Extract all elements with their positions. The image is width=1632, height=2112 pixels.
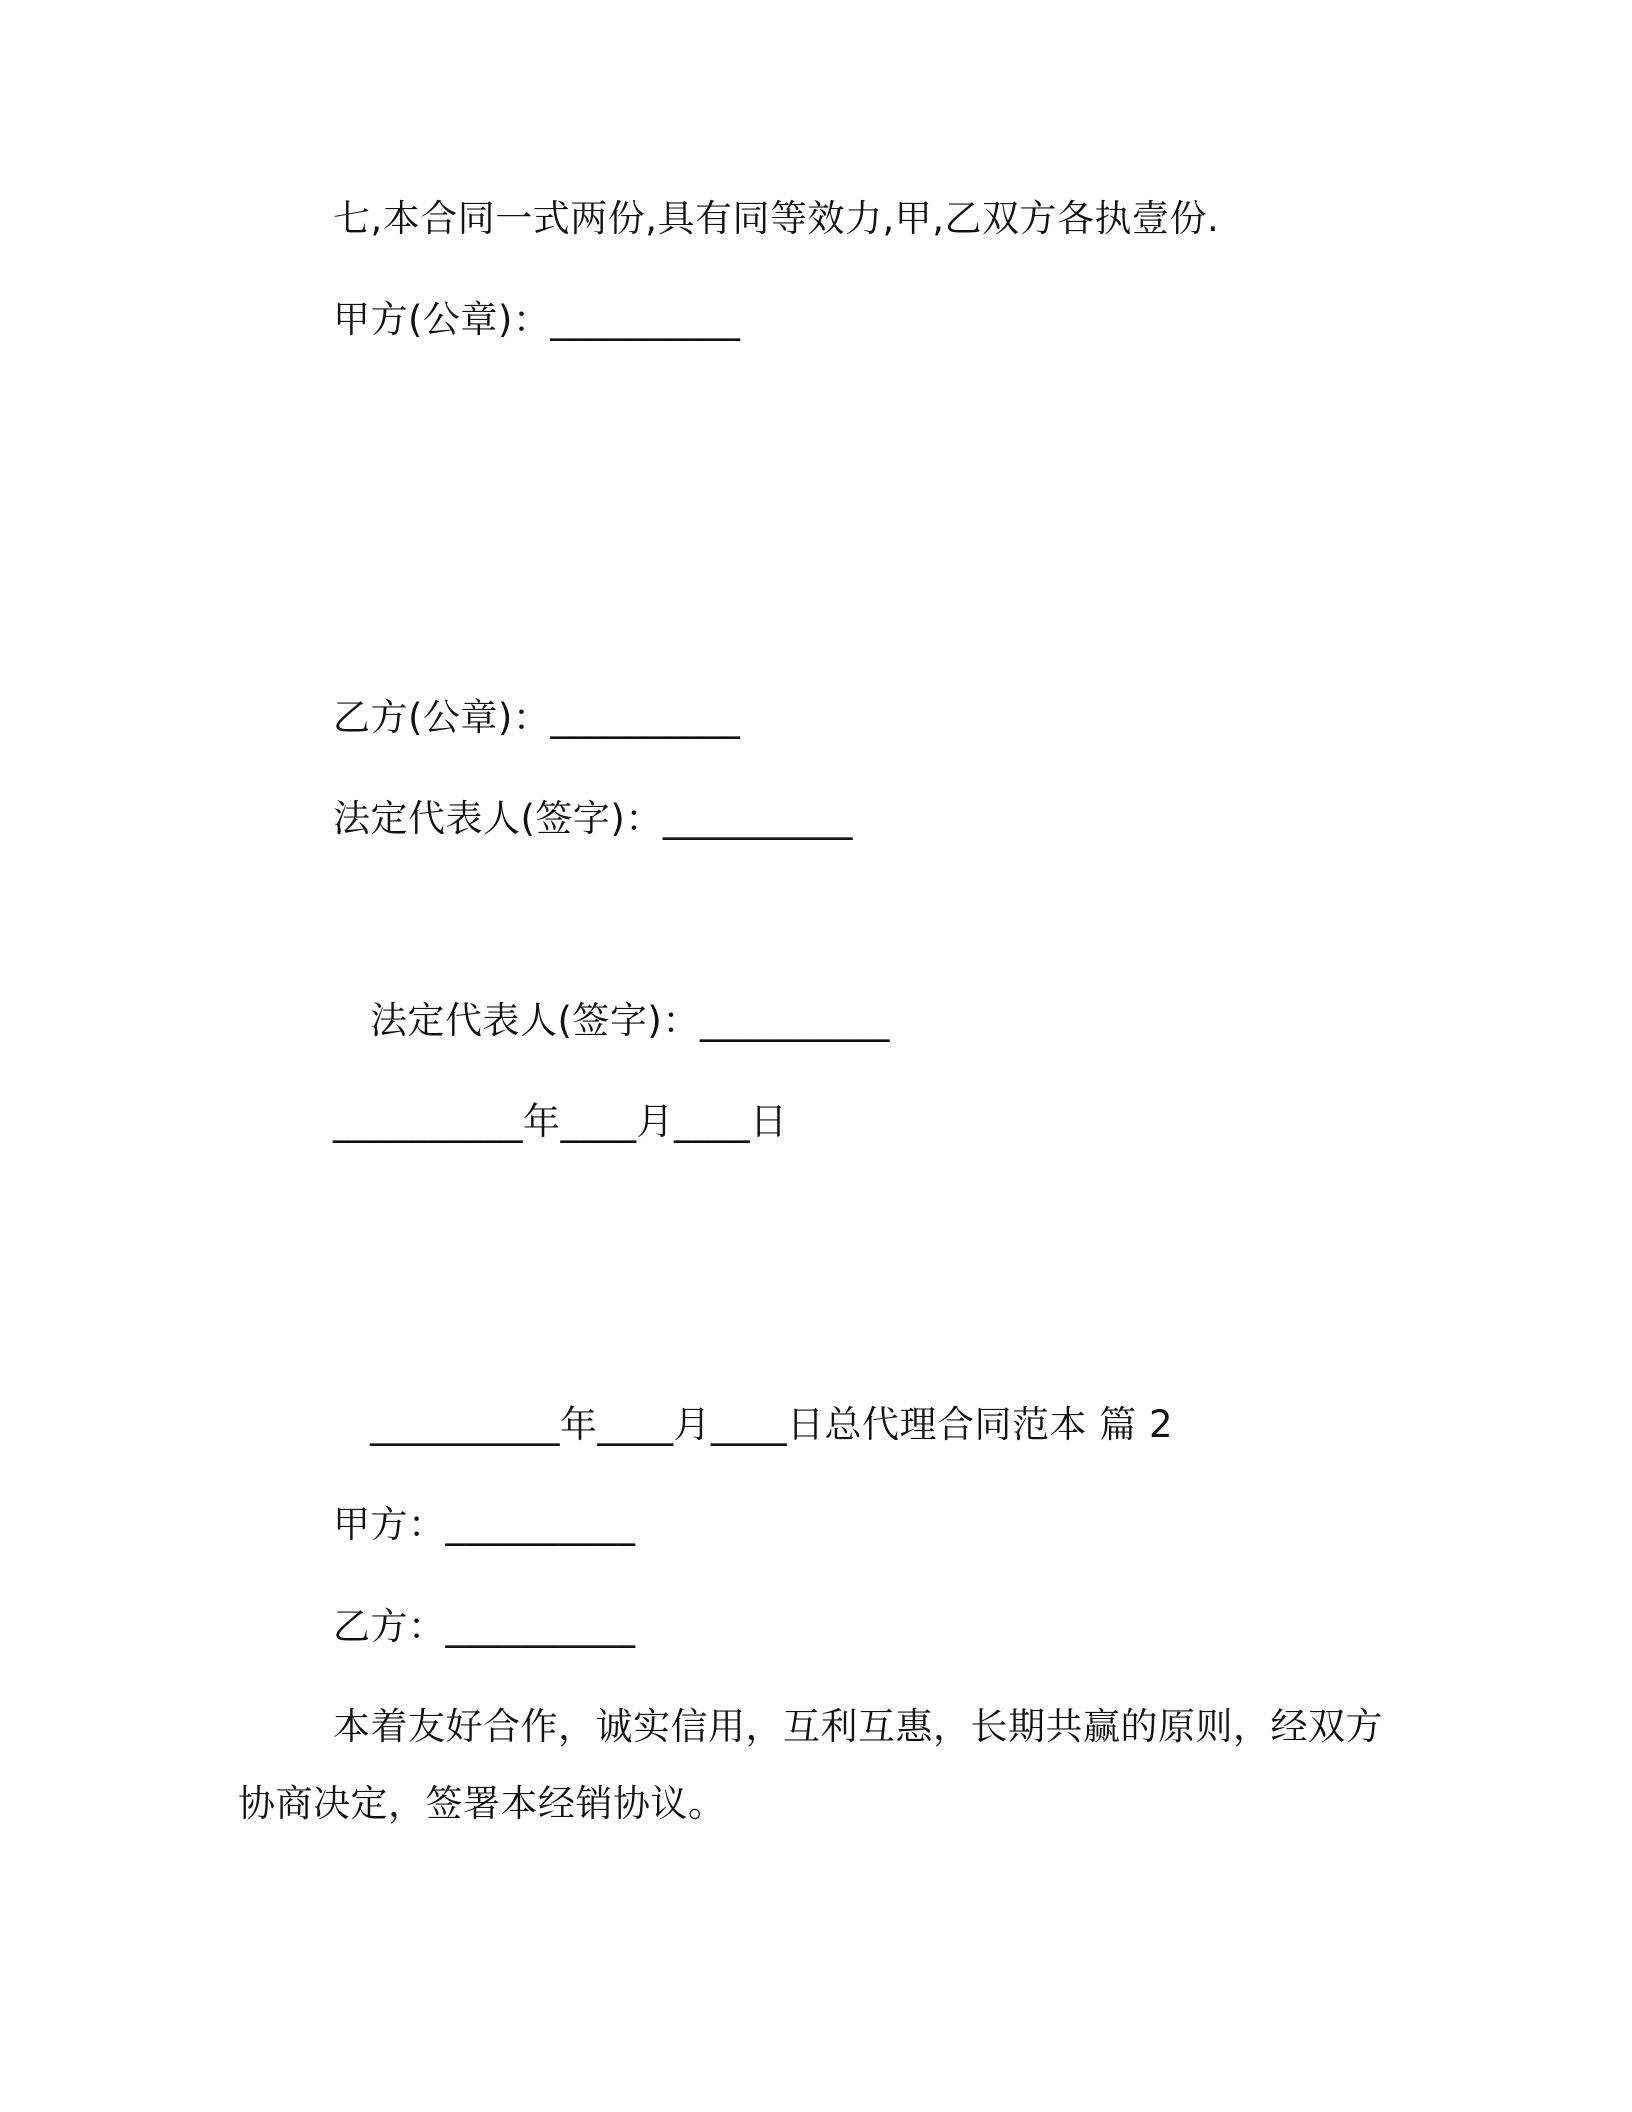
intro-paragraph-line-2: 协商决定，签署本经销协议。 [238, 1782, 726, 1825]
clause-seven: 七,本合同一式两份,具有同等效力,甲,乙双方各执壹份. [333, 197, 1220, 240]
intro-paragraph-line-1: 本着友好合作，诚实信用，互利互惠，长期共赢的原则，经双方 [333, 1705, 1383, 1748]
legal-representative-line-second: 法定代表人(签字)：__________ [370, 999, 890, 1042]
date-line: __________年____月____日 [333, 1100, 788, 1143]
party-b-seal-line: 乙方(公章)：__________ [333, 696, 741, 739]
party-a-seal-line: 甲方(公章)：__________ [333, 298, 741, 341]
legal-representative-line: 法定代表人(签字)：__________ [333, 797, 853, 840]
section-title: __________年____月____日总代理合同范本 篇 2 [370, 1403, 1174, 1446]
party-b-line: 乙方：__________ [333, 1605, 636, 1648]
party-a-line: 甲方：__________ [333, 1503, 636, 1546]
